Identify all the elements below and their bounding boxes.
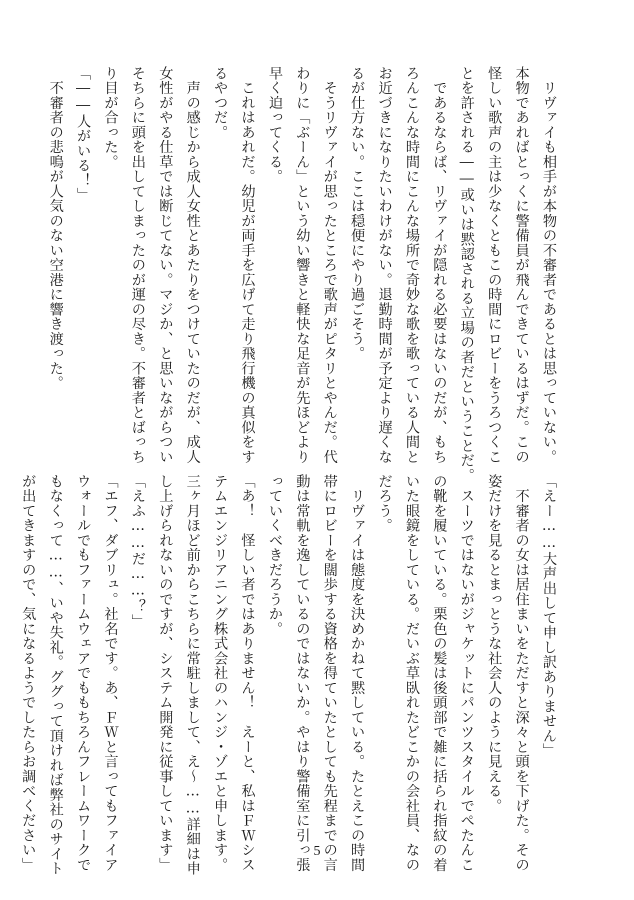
text-column: ウォールでもファームウェアでももちろんフレームワークで	[75, 474, 92, 873]
text-column: 「エフ、ダブリュ。社名です。あ、ＦＷと言ってもファイア	[102, 474, 119, 873]
text-column: そちらに頭を出してしまったのが運の尽き。不審者とばっち	[129, 66, 146, 465]
text-column: リヴァイは態度を決めかねて黙している。たとえこの時間	[349, 474, 366, 873]
text-column: お近づきになりたいわけがない。退勤時間が予定より遅くな	[376, 66, 393, 465]
text-column: スーツではないがジャケットにパンツスタイルでぺたんこ	[458, 474, 475, 873]
text-column: 「えー……大声出して申し訳ありません」	[541, 474, 557, 758]
lower-text-block	[14, 474, 562, 874]
text-column: 不審者の悲鳴が人気のない空港に響き渡った。	[47, 66, 64, 391]
text-column: ろんこんな時間にこんな場所で奇妙な歌を歌っている人間と	[403, 66, 420, 465]
text-column: るが仕方ない。ここは穏便にやり過ごそう。	[349, 66, 366, 361]
text-column: とを許される――或いは黙認される立場の者だということだ。	[458, 66, 475, 483]
text-column: もなくって……、いや失礼。ググって頂ければ弊社のサイト	[47, 474, 64, 876]
text-column: し上げられないのですが、システム開発に従事しています」	[157, 474, 174, 873]
text-column: 本物であればとっくに警備員が飛んできているはずだ。この	[513, 66, 530, 465]
text-column: り目が合った。	[102, 66, 119, 170]
text-column: 早く迫ってくる。	[266, 66, 283, 184]
text-column: テムエンジリアニング株式会社のハンジ・ゾエと申します。	[212, 474, 229, 873]
text-column: 声の感じから成人女性とあたりをつけていたのだが、成人	[184, 66, 201, 465]
text-column: 「――人がいる！」	[75, 66, 92, 203]
text-column: が出てきますので、気になるようでしたらお調べください」	[20, 474, 37, 873]
text-column: 不審者の女は居住まいをただすと深々と頭を下げた。その	[513, 474, 530, 873]
text-column: 「あ！ 怪しい者ではありません！ えーと、私はＦＷシス	[239, 474, 256, 873]
text-column: そうリヴァイが思ったところで歌声がピタリとやんだ。代	[321, 66, 338, 465]
text-column: これはあれだ。幼児が両手を広げて走り飛行機の真似をす	[239, 66, 256, 465]
text-column: 動は常軌を逸しているのではないか。やはり警備室に引っ張	[294, 474, 311, 873]
text-column: の靴を履いている。栗色の髪は後頭部で雑に括られ指紋の着	[431, 474, 448, 873]
text-column: だろう。	[376, 474, 393, 533]
text-column: 帯にロビーを闊歩する資格を得ていたとしても先程までの言	[321, 474, 338, 873]
text-column: 三ヶ月ほど前からこちらに常駐しまして、え～……詳細は申	[184, 474, 201, 876]
text-column: 怪しい歌声の主は少なくともこの時間にロビーをうろつくこ	[486, 66, 503, 465]
text-column: っていくべきだろうか。	[266, 474, 283, 637]
text-column: いた眼鏡をしている。だいぶ草臥れたどこかの会社員、なの	[403, 474, 420, 873]
text-column: であるならば、リヴァイが隠れる必要はないのだが、もち	[431, 66, 448, 465]
text-column: わりに「ぶーん」という幼い響きと軽快な足音が先ほどより	[294, 66, 311, 465]
text-column: 「えふ……だ……？」	[129, 474, 146, 629]
text-column: るやつだ。	[212, 66, 229, 140]
text-column: 女性がやる仕草では断じてない。マジか、と思いながらつい	[157, 66, 174, 465]
upper-text-block	[41, 66, 562, 483]
page-number: 5	[313, 844, 321, 859]
text-column: リヴァイも相手が本物の不審者であるとは思っていない。	[541, 66, 557, 465]
text-column: 姿だけを見るとまっとうな社会人のように見える。	[486, 474, 503, 814]
